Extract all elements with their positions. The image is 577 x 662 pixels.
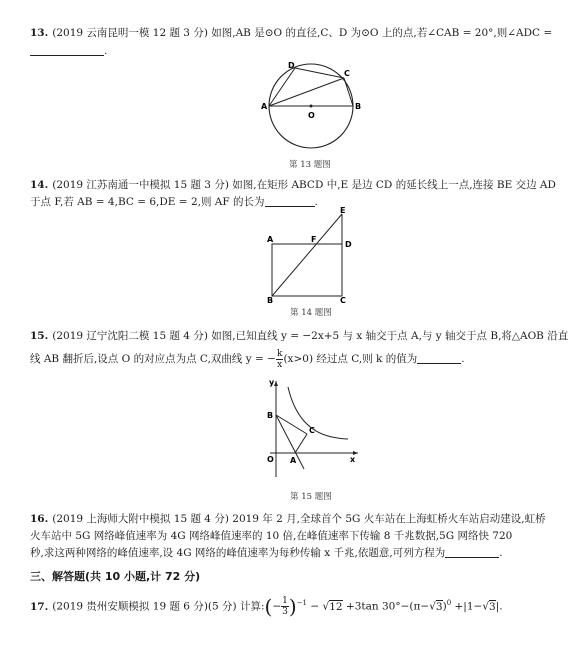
- q15-period: .: [461, 353, 465, 365]
- q13-number: 13.: [30, 27, 49, 39]
- q14-line-1: [30, 178, 556, 192]
- q13-caption: 第 13 题图: [289, 160, 331, 170]
- segment-ac: [295, 434, 307, 453]
- q14-number: 14.: [30, 179, 49, 191]
- segment-ac: [269, 78, 344, 106]
- label-a: A: [267, 235, 274, 244]
- q15-text-1: (2019 辽宁沈阳二模 15 题 4 分) 如图,已知直线 y = −2x+5 与 x 轴交于点 A,与 y 轴交于点 B,将△AOB 沿直: [52, 330, 569, 342]
- q15-frac-num: k: [276, 348, 283, 359]
- q16-line-1: [30, 512, 546, 526]
- q13-answer-blank[interactable]: [30, 44, 104, 56]
- q17-mid-3: +|1−: [451, 600, 483, 613]
- label-d: D: [345, 240, 352, 249]
- label-c: C: [309, 426, 315, 435]
- q16-line-3: [30, 546, 503, 560]
- label-b: B: [355, 102, 362, 111]
- q16-period: .: [499, 547, 503, 559]
- q17-frac-den: 3: [282, 607, 288, 617]
- segment-ad: [269, 68, 295, 106]
- segment-cb: [344, 78, 353, 106]
- q17-sqrt-1: 12: [329, 600, 343, 613]
- q13-text-1: (2019 云南昆明一模 12 题 3 分) 如图,AB 是⊙O 的直径,C、D 为⊙O 上的点,若∠CAB = 20°,则∠ADC =: [52, 27, 553, 39]
- segment-be: [272, 214, 342, 296]
- q15-text-2a: 线 AB 翻折后,设点 O 的对应点为点 C,双曲线 y = −: [30, 353, 276, 365]
- q14-period: .: [314, 196, 318, 208]
- q17-end: |.: [495, 600, 503, 613]
- q16-number: 16.: [30, 513, 49, 525]
- q13-figure: [258, 60, 364, 156]
- q16-text-3: 秒,求这两种网络的峰值速率,设 4G 网络的峰值速率为每秒传输 x 千兆,依题意,可列方程为: [30, 547, 446, 559]
- label-c: C: [340, 296, 346, 304]
- label-e: E: [340, 206, 346, 215]
- q17-neg-sign: −: [272, 600, 282, 613]
- q15-text-2b: (x>0) 经过点 C,则 k 的值为: [283, 353, 418, 365]
- q13-period: .: [104, 45, 108, 57]
- q16-answer-blank[interactable]: [445, 546, 499, 558]
- q14-text-1: (2019 江苏南通一中模拟 15 题 3 分) 如图,在矩形 ABCD 中,E 是边 CD 的延长线上一点,连接 BE 交边 AD: [52, 179, 556, 191]
- q17-line-1: 17. (2019 贵州安顺模拟 19 题 6 分)(5 分) 计算:(− $\frac{1}{3}$ )$^{-1}$ − √12 +3tan $30^\circ-(\pi-√3)^0 +|1-√3|$.: [30, 594, 503, 619]
- section-title: 三、解答题(共 10 小题,计 72 分): [30, 570, 201, 583]
- label-a: A: [290, 456, 297, 465]
- rectangle-abcd: [272, 244, 342, 296]
- label-f: F: [311, 235, 317, 244]
- q13-line-2: [30, 44, 107, 58]
- q17-paren-open: (: [264, 594, 273, 619]
- q14-figure: [262, 204, 362, 304]
- q17-number: 17.: [30, 600, 49, 613]
- q17-exponent-1: −1: [296, 599, 308, 607]
- q17-exponent-2: 0: [446, 599, 452, 607]
- q14-caption: 第 14 题图: [290, 308, 332, 318]
- label-b: B: [267, 411, 274, 420]
- center-point: [310, 105, 313, 108]
- q15-caption: 第 15 题图: [290, 492, 332, 502]
- q15-answer-blank[interactable]: [417, 352, 461, 364]
- label-o: O: [308, 111, 315, 120]
- q15-line-2: [30, 348, 465, 370]
- q16-line-2: [30, 529, 512, 543]
- label-b: B: [267, 296, 274, 304]
- label-y: y: [269, 378, 275, 387]
- label-x: x: [350, 455, 356, 464]
- q15-line-1: [30, 329, 568, 343]
- q17-text-pre: (2019 贵州安顺模拟 19 题 6 分)(5 分) 计算:: [52, 600, 265, 613]
- q17-sqrt-3: 3: [489, 600, 496, 613]
- q17-mid-1: −: [307, 600, 323, 613]
- y-axis-arrow: [274, 381, 278, 386]
- q16-text-2: 火车站中 5G 网络峰值速率为 4G 网络峰值速率的 10 倍,在峰值速率下传输 8 千兆数据,5G 网络快 720: [30, 530, 513, 542]
- q15-frac-den: x: [277, 359, 283, 370]
- hyperbola-curve: [288, 387, 348, 439]
- label-o: O: [267, 455, 274, 464]
- q17-mid-2: +3tan 30°−(π−: [342, 600, 430, 613]
- q17-paren-close: ): [288, 594, 297, 619]
- q15-number: 15.: [30, 330, 49, 342]
- label-d: D: [288, 61, 295, 70]
- q14-text-2: 于点 F,若 AB = 4,BC = 6,DE = 2,则 AF 的长为: [30, 196, 265, 208]
- q17-fraction: [281, 596, 289, 617]
- label-c: C: [344, 69, 350, 78]
- q16-text-1: (2019 上海师大附中模拟 15 题 4 分) 2019 年 2 月,全球首个 5G 火车站在上海虹桥火车站启动建设,虹桥: [52, 513, 546, 525]
- label-a: A: [261, 102, 268, 111]
- q13-line-1: [30, 26, 552, 40]
- q17-sqrt-2: 3: [435, 600, 443, 613]
- q17-frac-num: 1: [282, 596, 288, 606]
- q15-figure: [262, 375, 362, 485]
